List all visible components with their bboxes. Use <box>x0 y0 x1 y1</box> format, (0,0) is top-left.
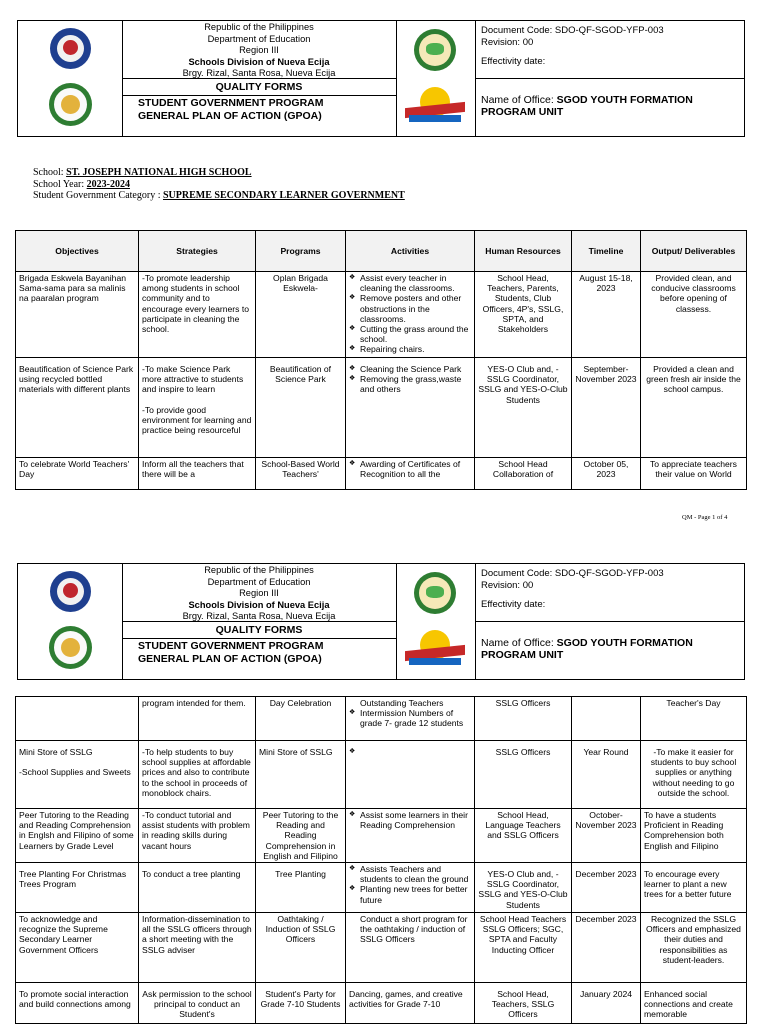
timeline-cell: January 2024 <box>572 983 641 1024</box>
col-output: Output/ Deliverables <box>641 231 747 272</box>
gpoa-table-page-2 <box>15 696 747 1024</box>
republic-text: Republic of the Philippines <box>204 565 314 575</box>
office-name <box>481 94 693 118</box>
col-programs: Programs <box>256 231 346 272</box>
output-cell: Provided clean, and conducive classrooms before opening of classess. <box>641 272 747 358</box>
activities-cell <box>346 741 475 809</box>
strategy-text: -To make Science Park more attractive to students and inspire to learn <box>142 364 244 395</box>
activity-item: ❖ Assist every teacher in cleaning the classrooms. <box>349 273 471 293</box>
program-line-1: STUDENT GOVERNMENT PROGRAM <box>138 640 324 652</box>
table-row <box>16 458 747 490</box>
activity-item: ❖ Intermission Numbers of grade 7- grade 12 students <box>349 708 471 728</box>
sg-category: SUPREME SECONDARY LEARNER GOVERNMENT <box>162 190 405 201</box>
table-row <box>16 272 747 358</box>
strategy-cell: -To promote leadership among students in school community and to encourage every learners to participate in cleaning the school. <box>139 272 256 358</box>
header-center <box>122 21 397 136</box>
table-row <box>16 358 747 458</box>
program-cell: Day Celebration <box>256 697 346 741</box>
objective-cell: To celebrate World Teachers' Day <box>16 458 139 490</box>
resources-cell: YES-O Club and, - SSLG Coordinator, SSLG and YES-O-Club Students <box>475 863 572 913</box>
objective-cell: Brigada Eskwela Bayanihan Sama-sama para sa malinis na paaralan program <box>16 272 139 358</box>
quality-forms-title: QUALITY FORMS <box>122 78 396 96</box>
document-info <box>481 568 664 591</box>
program-line-2: GENERAL PLAN OF ACTION (GPOA) <box>138 109 322 122</box>
objective-cell: To acknowledge and recognize the Supreme Secondary Learner Government Officers <box>16 913 139 983</box>
revision: Revision: 00 <box>481 36 534 48</box>
quality-forms-title: QUALITY FORMS <box>122 621 396 639</box>
program-cell: Oathtaking / Induction of SSLG Officers <box>256 913 346 983</box>
header-logo-column <box>396 21 476 136</box>
output-cell: Enhanced social connections and create memorable <box>641 983 747 1024</box>
table-header-row <box>16 231 747 272</box>
gpoa-table-page-1 <box>15 230 747 490</box>
office-label: Name of Office: <box>481 637 557 649</box>
department-block <box>122 564 396 623</box>
activity-item: ❖ Removing the grass,waste and others <box>349 374 471 394</box>
program-line-2: GENERAL PLAN OF ACTION (GPOA) <box>138 652 322 665</box>
timeline-cell: October 05, 2023 <box>572 458 641 490</box>
table-row <box>16 913 747 983</box>
output-cell: Provided a clean and green fresh air inside the school campus. <box>641 358 747 458</box>
gpoa-title <box>138 640 324 665</box>
objective-cell <box>16 697 139 741</box>
table-row <box>16 697 747 741</box>
header-right <box>475 564 744 679</box>
program-cell: Tree Planting <box>256 863 346 913</box>
strategy-text: -To provide good environment for learning and practice being resourceful <box>142 404 252 436</box>
office-name-2: PROGRAM UNIT <box>481 106 564 118</box>
office-name-2: PROGRAM UNIT <box>481 649 564 661</box>
division-seal-icon <box>49 83 92 126</box>
address-text: Brgy. Rizal, Santa Rosa, Nueva Ecija <box>182 611 336 621</box>
activities-cell <box>346 358 475 458</box>
resources-cell: School Head Teachers SSLG Officers; SGC, SPTA and Faculty Inducting Officer <box>475 913 572 983</box>
col-objectives: Objectives <box>16 231 139 272</box>
header-logos <box>18 564 123 679</box>
output-cell: Teacher's Day <box>641 697 747 741</box>
republic-text: Republic of the Philippines <box>204 22 314 32</box>
division-text: Schools Division of Nueva Ecija <box>188 599 330 610</box>
timeline-cell: Year Round <box>572 741 641 809</box>
activities-cell <box>346 863 475 913</box>
objective-cell: Tree Planting For Christmas Trees Program <box>16 863 139 913</box>
effectivity-date: Effectivity date: <box>481 599 546 610</box>
yes-o-seal-icon <box>414 29 456 71</box>
deped-seal-icon <box>50 28 91 69</box>
activities-cell: Dancing, games, and creative activities for Grade 7-10 <box>346 983 475 1024</box>
activity-item: ❖ Cutting the grass around the school. <box>349 324 471 344</box>
strategy-cell: Inform all the teachers that there will be a <box>139 458 256 490</box>
effectivity-date: Effectivity date: <box>481 56 546 67</box>
office-label: Name of Office: <box>481 94 557 106</box>
department-text: Department of Education <box>207 576 311 587</box>
col-timeline: Timeline <box>572 231 641 272</box>
table-row <box>16 809 747 863</box>
category-label: Student Government Category : <box>33 190 163 201</box>
form-header <box>17 563 745 680</box>
region-text: Region III <box>239 45 279 55</box>
school-label: School: <box>33 167 67 178</box>
timeline-cell: October-November 2023 <box>572 809 641 863</box>
activities-cell <box>346 697 475 741</box>
resources-cell: School Head Collaboration of <box>475 458 572 490</box>
objective-text: Mini Store of SSLG <box>19 747 93 757</box>
resources-cell: School Head, Teachers, Parents, Students, Club Officers, 4P's, SSLG, SPTA, and Stakeholders <box>475 272 572 358</box>
output-cell: -To make it easier for students to buy school supplies or anything without needing to go outside the school. <box>641 741 747 809</box>
activities-cell <box>346 809 475 863</box>
strategy-cell: -To help students to buy school supplies at affordable prices and also to contribute to the school in proceeds of monoblock chairs. <box>139 741 256 809</box>
activity-item: ❖ Cleaning the Science Park <box>349 364 471 374</box>
objective-cell: Peer Tutoring to the Reading and Reading Comprehension in Englsh and Filipino of some Learners by Grade Level <box>16 809 139 863</box>
col-activities: Activities <box>346 231 475 272</box>
resources-cell: School Head, Teachers, SSLG Officers <box>475 983 572 1024</box>
sslg-banner-icon <box>405 87 465 127</box>
header-logos <box>18 21 123 136</box>
office-name <box>481 637 693 661</box>
strategy-cell: -To conduct tutorial and assist students with problem in reading skills during vacant hours <box>139 809 256 863</box>
page-divider <box>0 540 768 550</box>
revision: Revision: 00 <box>481 579 534 591</box>
timeline-cell <box>572 697 641 741</box>
school-year: 2023-2024 <box>86 178 130 190</box>
document-code: Document Code: SDO-QF-SGOD-YFP-003 <box>481 25 664 36</box>
output-cell: To appreciate teachers their value on World <box>641 458 747 490</box>
objective-cell <box>16 741 139 809</box>
yes-o-seal-icon <box>414 572 456 614</box>
activities-cell <box>346 458 475 490</box>
strategy-cell: Information-dissemination to all the SSLG officers through a short meeting with the SSLG adviser <box>139 913 256 983</box>
resources-cell: SSLG Officers <box>475 741 572 809</box>
division-text: Schools Division of Nueva Ecija <box>188 56 330 67</box>
activity-item <box>349 747 471 757</box>
activity-item: ❖ Assists Teachers and students to clean the ground <box>349 864 471 884</box>
office-name-1: SGOD YOUTH FORMATION <box>556 637 693 649</box>
timeline-cell: August 15-18, 2023 <box>572 272 641 358</box>
resources-cell: School Head, Language Teachers and SSLG Officers <box>475 809 572 863</box>
objective-cell: Beautification of Science Park using recycled bottled materials with different plants <box>16 358 139 458</box>
output-cell: To have a students Proficient in Reading Comprehension both English and Filipino <box>641 809 747 863</box>
timeline-cell: December 2023 <box>572 913 641 983</box>
page-number: QM - Page 1 of 4 <box>682 514 728 521</box>
timeline-cell: December 2023 <box>572 863 641 913</box>
output-cell: To encourage every learner to plant a new trees for a better future <box>641 863 747 913</box>
document-code: Document Code: SDO-QF-SGOD-YFP-003 <box>481 568 664 579</box>
table-row <box>16 983 747 1024</box>
activity-item: ❖ Awarding of Certificates of Recognition to all the <box>349 459 471 479</box>
program-cell: Oplan Brigada Eskwela- <box>256 272 346 358</box>
gpoa-title <box>138 97 324 122</box>
program-line-1: STUDENT GOVERNMENT PROGRAM <box>138 97 324 109</box>
activity-item: ❖ Assist some learners in their Reading Comprehension <box>349 810 471 830</box>
program-cell: Beautification of Science Park <box>256 358 346 458</box>
table-row <box>16 863 747 913</box>
resources-cell: YES-O Club and, - SSLG Coordinator, SSLG and YES-O-Club Students <box>475 358 572 458</box>
address-text: Brgy. Rizal, Santa Rosa, Nueva Ecija <box>182 68 336 78</box>
form-header <box>17 20 745 137</box>
region-text: Region III <box>239 588 279 598</box>
program-cell: Peer Tutoring to the Reading and Reading Comprehension in English and Filipino <box>256 809 346 863</box>
table-row <box>16 741 747 809</box>
activity-item: ❖ Planting new trees for better future <box>349 884 471 904</box>
year-label: School Year: <box>33 178 87 190</box>
activities-cell: Conduct a short program for the oathtaking / induction of SSLG Officers <box>346 913 475 983</box>
strategy-cell: program intended for them. <box>139 697 256 741</box>
department-block <box>122 21 396 80</box>
activity-item: ❖ Remove posters and other obstructions in the classrooms. <box>349 293 471 324</box>
sslg-banner-icon <box>405 630 465 670</box>
deped-seal-icon <box>50 571 91 612</box>
school-name: ST. JOSEPH NATIONAL HIGH SCHOOL <box>66 167 252 178</box>
school-info <box>33 167 405 202</box>
activities-cell <box>346 272 475 358</box>
program-cell: Mini Store of SSLG <box>256 741 346 809</box>
strategy-cell: Ask permission to the school principal to conduct an Student's <box>139 983 256 1024</box>
program-cell: Student's Party for Grade 7-10 Students <box>256 983 346 1024</box>
strategy-cell <box>139 358 256 458</box>
strategy-cell: To conduct a tree planting <box>139 863 256 913</box>
document-info <box>481 25 664 48</box>
header-logo-column <box>396 564 476 679</box>
objective-cell: To promote social interaction and build connections among <box>16 983 139 1024</box>
office-name-1: SGOD YOUTH FORMATION <box>556 94 693 106</box>
activity-item: ❖ Repairing chairs. <box>349 344 471 354</box>
program-cell: School-Based World Teachers' <box>256 458 346 490</box>
header-right <box>475 21 744 136</box>
col-human-resources: Human Resources <box>475 231 572 272</box>
activity-text: Outstanding Teachers <box>360 698 444 708</box>
header-center <box>122 564 397 679</box>
output-cell: Recognized the SSLG Officers and emphasized their duties and responsibilities as student-leaders. <box>641 913 747 983</box>
timeline-cell: September-November 2023 <box>572 358 641 458</box>
department-text: Department of Education <box>207 33 311 44</box>
division-seal-icon <box>49 626 92 669</box>
objective-text: -School Supplies and Sweets <box>19 767 131 778</box>
col-strategies: Strategies <box>139 231 256 272</box>
resources-cell: SSLG Officers <box>475 697 572 741</box>
page-2 <box>0 550 768 1024</box>
